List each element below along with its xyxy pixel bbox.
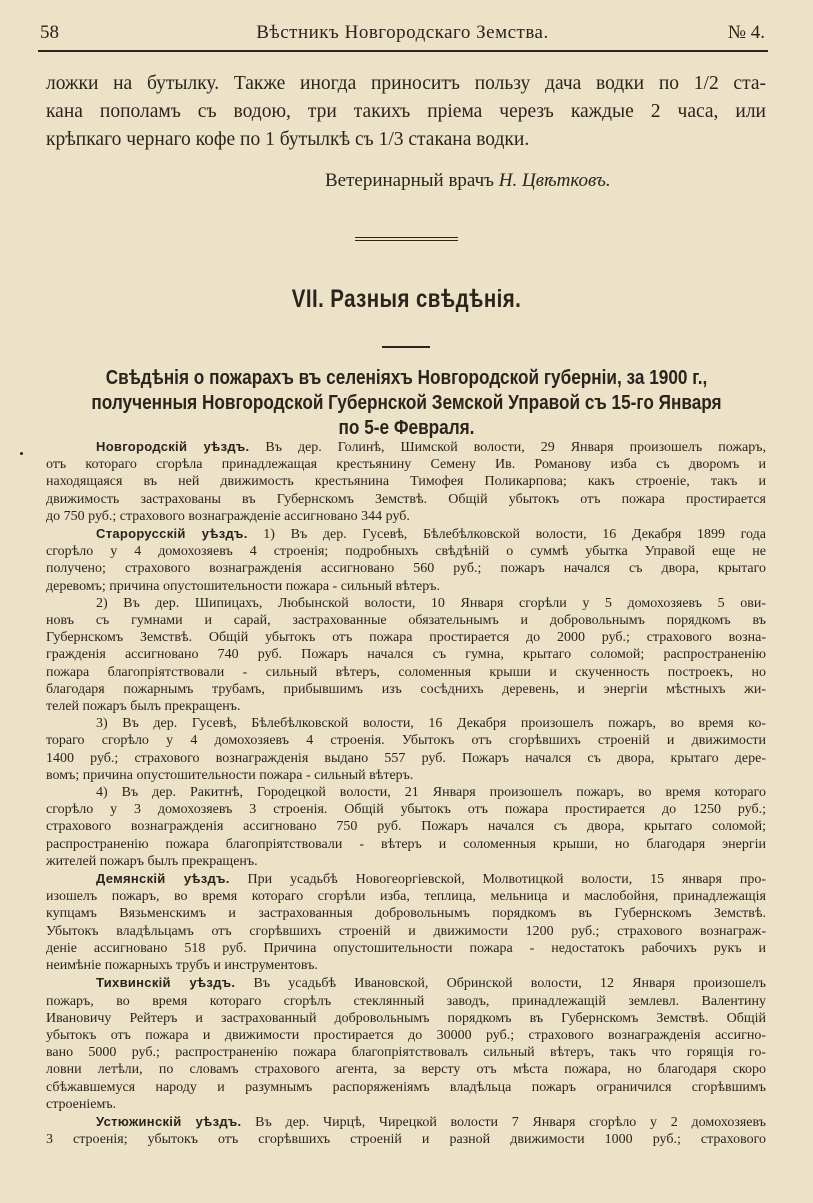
paragraph-line: пожара благопріятствовали - сильный вѣтеръ, соломенныя крыши и скученность построекъ, но bbox=[46, 664, 766, 680]
paragraph-line: новъ съ гумнами и сарай, застрахованные обязательнымъ и добровольнымъ порядкомъ въ bbox=[46, 613, 766, 629]
paragraph-line: гражденія ассигновано 740 руб. Пожаръ начался съ гумна, крытаго соломой; распространенію bbox=[46, 647, 766, 663]
paragraph-first-line bbox=[46, 438, 766, 456]
continuation-line: кана пополамъ съ водою, три такихъ пріема черезъ каждые 2 часа, или bbox=[46, 101, 766, 122]
report-paragraph bbox=[46, 438, 766, 525]
paragraph-line: Убытокъ владѣльцамъ отъ сгорѣвшихъ строеній и движимости 1200 руб.; страхового вознаграж- bbox=[46, 923, 766, 939]
paragraph-line: отъ котораго сгорѣла принадлежащая крестьянину Семену Ив. Романову изба съ дворомъ и bbox=[46, 457, 766, 473]
signature-role: Ветеринарный врачъ bbox=[325, 170, 494, 191]
paragraph-line: благодаря пожарнымъ трубамъ, прибывшимъ изъ сосѣднихъ деревень, и энергіи мѣстныхъ жи- bbox=[46, 681, 766, 697]
report-paragraph bbox=[46, 525, 766, 595]
continuation-line: крѣпкаго чернаго кофе по 1 бутылкѣ съ 1/3 стакана водки. bbox=[46, 129, 530, 150]
paragraph-line: ловни летѣли, по словамъ страхового агента, за версту отъ мѣста пожара, но благодаря скоро bbox=[46, 1062, 766, 1078]
paragraph-line: до 750 руб.; страхового вознагражденіе ассигновано 344 руб. bbox=[46, 508, 410, 524]
signature-name: Н. Цвѣтковъ. bbox=[498, 170, 611, 191]
paragraph-line: Губернскомъ Земствѣ. Общій убытокъ отъ пожара простирается до 2000 руб.; страхового возна- bbox=[46, 630, 766, 646]
paragraph-lead: 3) Въ дер. Гусевѣ, Бѣлебѣлковской волости, 16 Декабря произошелъ пожаръ, во время ко- bbox=[96, 716, 766, 732]
district-name: Демянскій уѣздъ. bbox=[96, 871, 230, 887]
report-title-line: по 5-е Февраля. bbox=[338, 417, 475, 439]
continuation-text bbox=[46, 70, 766, 154]
district-name: Устюжинскій уѣздъ. bbox=[96, 1113, 242, 1129]
section-divider bbox=[355, 237, 458, 241]
report-title bbox=[30, 366, 783, 441]
report-paragraph bbox=[46, 715, 766, 784]
paragraph-line: 3 строенія; убытокъ отъ сгорѣвшихъ строеній и разной движимости 1000 руб.; страхового bbox=[46, 1132, 766, 1148]
page-header bbox=[40, 22, 765, 48]
paragraph-lead: При усадьбѣ Новогеоргіевской, Молвотицкой волости, 15 января про- bbox=[229, 872, 767, 888]
paragraph-first-line bbox=[46, 974, 766, 992]
paragraph-line: убытокъ отъ пожара и движимости простирается до 30000 руб.; страхового вознагражденія ассигно- bbox=[46, 1027, 766, 1043]
report-title-line: полученныя Новгородской Губернской Земской Управой съ 15-го Января bbox=[91, 392, 722, 414]
paragraph-line: деніе ассигновано 518 руб. Причина опустошительности пожара - недостатокъ рабочихъ рукъ и bbox=[46, 940, 766, 956]
paragraph-line: получено; страхового вознагражденія ассигновано 560 руб.; пожаръ начался съ двора, крытаго bbox=[46, 561, 766, 577]
short-rule bbox=[382, 346, 430, 348]
issue-number: № 4. bbox=[727, 22, 765, 43]
report-paragraph bbox=[46, 974, 766, 1113]
page-number: 58 bbox=[40, 22, 59, 43]
section-title: VII. Разныя свѣдѣнія. bbox=[291, 285, 522, 313]
paragraph-line: пожаръ, во время котораго сгорѣлъ стеклянный заводъ, принадлежащій землевл. Валентину bbox=[46, 993, 766, 1009]
paragraph-line: строеніемъ. bbox=[46, 1096, 117, 1112]
paragraph-lead: Въ дер. Голинѣ, Шимской волости, 29 Января произошелъ пожаръ, bbox=[249, 440, 766, 455]
district-name: Старорусскій уѣздъ. bbox=[96, 526, 248, 542]
report-title-line: Свѣдѣнія о пожарахъ въ селеніяхъ Новгородской губерніи, за 1900 г., bbox=[105, 367, 708, 389]
report-paragraph bbox=[46, 870, 766, 974]
continuation-line: ложки на бутылку. Также иногда приноситъ пользу дача водки по 1/2 ста- bbox=[46, 73, 766, 94]
paragraph-line: жителей пожаръ былъ прекращенъ. bbox=[46, 853, 258, 869]
paragraph-line: Ивановичу Рейтеръ и застрахованный добровольнымъ порядкомъ въ Губернскомъ Земствѣ. Общій bbox=[46, 1010, 766, 1026]
report-paragraph bbox=[46, 1113, 766, 1148]
report-body bbox=[46, 438, 766, 1148]
report-paragraph bbox=[46, 784, 766, 870]
paragraph-first-line bbox=[46, 525, 766, 543]
paragraph-lead: 4) Въ дер. Ракитнѣ, Городецкой волости, 21 Января произошелъ пожаръ, во время котораго bbox=[96, 785, 766, 801]
paragraph-lead: 1) Въ дер. Гусевѣ, Бѣлебѣлковской волости, 16 Декабря 1899 года bbox=[247, 527, 766, 543]
paragraph-line: вано 5000 руб.; распространенію пожара благопріятствовалъ сильный вѣтеръ, такъ что горящія го- bbox=[46, 1045, 766, 1061]
margin-dot bbox=[20, 452, 23, 455]
paragraph-line: сгорѣло у 4 домохозяевъ 4 строенія; подробныхъ свѣдѣній о суммѣ убытка Управой еще не bbox=[46, 544, 766, 560]
journal-title: Вѣстникъ Новгородскаго Земства. bbox=[256, 22, 549, 43]
paragraph-line: страхового вознагражденія ассигновано 750 руб. Пожаръ начался съ двора, крытаго соломой; bbox=[46, 819, 766, 835]
paragraph-line: движимость застрахованы въ Губернскомъ Земствѣ. Общій убытокъ отъ пожара простирается bbox=[46, 491, 766, 507]
paragraph-line: телей пожаръ былъ прекращенъ. bbox=[46, 699, 241, 715]
paragraph-line: распространенію пожара благопріятствовали - вѣтеръ и соломенныя крыши, но благодаря энергіи bbox=[46, 836, 766, 852]
paragraph-first-line bbox=[46, 715, 766, 732]
header-rule bbox=[38, 50, 768, 52]
district-name: Тихвинскій уѣздъ. bbox=[96, 975, 236, 991]
paragraph-line: вомъ; причина опустошительности пожара - сильный вѣтеръ. bbox=[46, 767, 414, 783]
paragraph-lead: Въ дер. Чирцѣ, Чирецкой волости 7 Января сгорѣло у 2 домохозяевъ bbox=[241, 1114, 767, 1130]
signature bbox=[325, 170, 611, 192]
paragraph-line: сгорѣло у 3 домохозяевъ 3 строенія. Общій убытокъ отъ пожара простирается до 1250 руб.; bbox=[46, 802, 766, 818]
paragraph-lead: Въ усадьбѣ Ивановской, Обринской волости, 12 Января произошелъ bbox=[235, 976, 766, 992]
paragraph-first-line bbox=[46, 784, 766, 801]
paragraph-line: находящаяся въ ней движимость крестьянина Тимофея Поликарпова; какъ строеніе, такъ и bbox=[46, 474, 766, 490]
paragraph-line: деревомъ; причина опустошительности пожара - сильный вѣтеръ. bbox=[46, 578, 440, 594]
paragraph-line: купцамъ Вязьменскимъ и застрахованныя добровольнымъ порядкомъ въ Губернскомъ Земствѣ. bbox=[46, 906, 766, 922]
paragraph-line: неимѣніе пожарныхъ трубъ и инструментовъ. bbox=[46, 958, 318, 974]
paragraph-lead: 2) Въ дер. Шипицахъ, Любынской волости, 10 Января сгорѣли у 5 домохозяевъ 5 ови- bbox=[96, 595, 766, 611]
paragraph-line: 1400 руб.; страхового вознагражденія выдано 557 руб. Пожаръ начался съ двора, крытаго дере- bbox=[46, 750, 766, 766]
paragraph-line: изошелъ пожаръ, во время котораго сгорѣли изба, теплица, мельница и маслобойня, принадлежащія bbox=[46, 889, 766, 905]
report-paragraph bbox=[46, 595, 766, 715]
paragraph-line: сбѣжавшемуся народу и разумнымъ распоряженіямъ владѣльца пожаръ ограничился сгорѣвшимъ bbox=[46, 1079, 766, 1095]
paragraph-first-line bbox=[46, 595, 766, 612]
paragraph-first-line bbox=[46, 870, 766, 888]
paragraph-line: тораго сгорѣло у 4 домохозяевъ 4 строенія. Убытокъ отъ сгорѣвшихъ строеній и движимости bbox=[46, 733, 766, 749]
district-name: Новгородскій уѣздъ. bbox=[96, 439, 250, 454]
paragraph-first-line bbox=[46, 1113, 766, 1131]
